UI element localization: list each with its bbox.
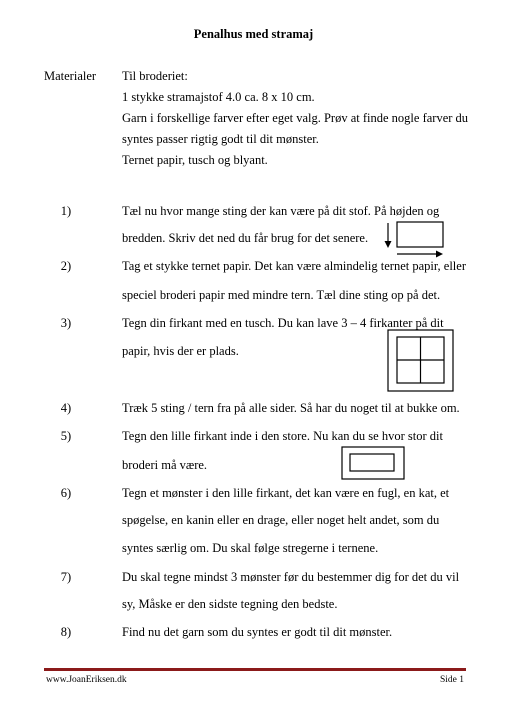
step-number: 6) [60, 486, 72, 500]
step-text: papir, hvis der er plads. [122, 344, 239, 358]
materials-label: Materialer [44, 69, 97, 83]
step-text: syntes særlig om. Du skal følge stregerne i ternene. [122, 541, 379, 555]
materials-line: 1 stykke stramajstof 4.0 ca. 8 x 10 cm. [122, 90, 315, 104]
dimension-diagram [380, 220, 450, 260]
footer-rule [44, 668, 466, 671]
materials-line: Til broderiet: [122, 69, 188, 83]
materials-line: Ternet papir, tusch og blyant. [122, 153, 268, 167]
step-text: broderi må være. [122, 458, 208, 472]
step-text: Tegn din firkant med en tusch. Du kan lave 3 – 4 firkanter på dit [122, 316, 444, 330]
step-text: Tegn den lille firkant inde i den store. Nu kan du se hvor stor dit [122, 429, 443, 443]
materials-line: syntes passer rigtig godt til dit mønster. [122, 132, 319, 146]
step-number: 4) [60, 401, 72, 415]
step-text: Find nu det garn som du syntes er godt til dit mønster. [122, 625, 393, 639]
step-number: 1) [60, 204, 72, 218]
step-number: 2) [60, 259, 72, 273]
step-number: 8) [60, 625, 72, 639]
step-text: speciel broderi papir med mindre tern. Tæl dine sting op på det. [122, 288, 441, 302]
step-text: Tag et stykke ternet papir. Det kan være almindelig ternet papir, eller [122, 259, 466, 273]
right-arrow-icon [397, 251, 443, 258]
grid-square-diagram [387, 329, 455, 393]
nested-rectangles-diagram [341, 446, 405, 480]
footer-website: www.JoanEriksen.dk [46, 675, 127, 685]
step-text: bredden. Skriv det ned du får brug for det senere. [122, 231, 369, 245]
step-text: sy, Måske er den sidste tegning den bedste. [122, 597, 338, 611]
step-number: 5) [60, 429, 72, 443]
step-text: spøgelse, en kanin eller en drage, eller noget helt andet, som du [122, 513, 440, 527]
down-arrow-icon [385, 223, 392, 248]
step-text: Tegn et mønster i den lille firkant, det kan være en fugl, en kat, et [122, 486, 450, 500]
step-text: Du skal tegne mindst 3 mønster før du bestemmer dig for det du vil [122, 570, 460, 584]
fabric-box [397, 222, 443, 247]
step-number: 3) [60, 316, 72, 330]
page-title: Penalhus med stramaj [193, 27, 314, 41]
step-text: Tæl nu hvor mange sting der kan være på dit stof. På højden og [122, 204, 440, 218]
step-number: 7) [60, 570, 72, 584]
footer-page-number: Side 1 [439, 675, 464, 685]
materials-line: Garn i forskellige farver efter eget valg. Prøv at finde nogle farver du [122, 111, 469, 125]
step-text: Træk 5 sting / tern fra på alle sider. Så har du noget til at bukke om. [122, 401, 460, 415]
